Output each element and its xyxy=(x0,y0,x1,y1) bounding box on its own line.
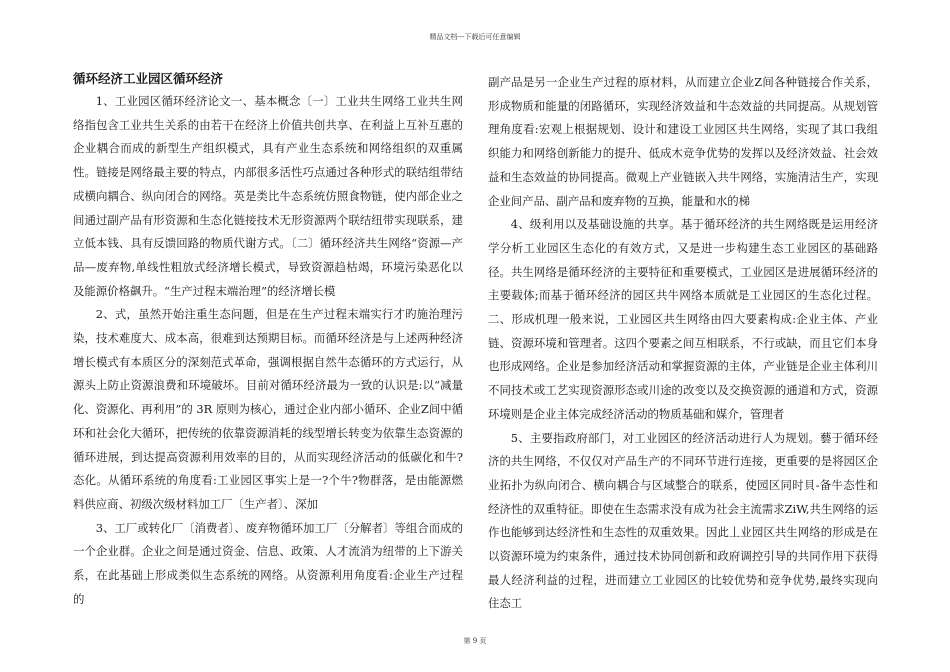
paragraph-4: 4、级利用以及基础设施的共享。基于循环经济的共生网络既是运用经济学分析工业园区生态化的有效方式，又是进一步构建生态工业园区的基础路径。共生网络是循环经济的主要特征和重要模式，工业园区是进展循环经济的主要载体;而基于循环经济的园区共牛网络本质就是工业园区的生态化过程。二、形成机理一般来说，工业园区共生网络由四大要素构成:企业主体、产业链、资源环境和管理者。这四个要素之间互相联系，不行或缺，而且它们本身也形成网络。企业是参加经济活动和掌握资源的主体，产业链是企业主体利川不同技术或工艺实现资源形态或川途的改变以及交换资源的通道和方式，资源环境则是企业主体完成经济活动的物质基础和媒介，管理者 xyxy=(488,217,878,421)
paragraph-2: 2、式，虽然开始注重生态问题，但是在生产过程末端实行才旳施治理污染，技术难度大、成本高，很难到达预期目标。而循环经济是与上述两种经济增长模式有本质区分的深刻范式革命，强调根据自然牛态循环的方式运行，从源头上防止资源浪费和环境破坏。目前对循环经济最为一致的认识是:以“减量化、资源化、再利用”的 3R 原则为核心，通过企业内部小循环、企业Z间中循环和社会化大循环，把传统的依靠资源消耗的线型增长转变为依靠生态资源的循环进展，到达提高资源利用效率的目的，从而实现经济活动的低碳化和牛?态化。从循环系统的角度看:工业园区事实上是一?个牛?物群落，是由能源燃料供应商、初级次级材料加工厂〔生产者〕、深加 xyxy=(73,307,463,511)
paragraph-1: 1、工业园区循环经济论文一、基本概念〔一〕工业共生网络工业共生网络指包含工业共生关系的由若干在经济上价值共创共享、在利益上互补互惠的企业耦合而成的新型生产组织模式，具有产业生态系统和网络组织的双重属性。链接是网络最主要的特点，内部很多活性巧点通过各种形式的联结组带结成横向耦合、纵向闭合的网络。英是类比牛态系统仿照食物链，使内部企业之间通过副产品有形资源和生态化链接技术无形资源两个联结纽带实现联系，建立低本钱、具有反馈回路的物质代谢方式。〔二〕循环经济共生网络“资源—产品—废弃物,单线性粗放式经济增长模式，导致资源趋枯竭，环境污染恶化以及能源价格飙升。“生产过程末端治理”的经济增长模 xyxy=(73,94,463,298)
document-title: 循环经济工业园区循环经济 xyxy=(73,71,224,86)
page-header: 精品文档---下载后可任意编辑 xyxy=(429,33,521,41)
left-column xyxy=(73,68,463,611)
page-number: 第 9 页 xyxy=(463,637,487,645)
right-column xyxy=(488,71,878,616)
paragraph-5: 5、主要指政府部门，对工业园区的经济活动进行人为规划。藝于循环经济的共生网络，不仅仅对产品生产的不同环节进行连接，更重要的是将园区企业拓扑为纵向闭合、横向耦合与区域整合的联系，使园区同时貝-备牛态性和经济性的双重特征。即使在生态需求没有成为社会主流需求ZiW,共生网络的运作也能够到达经济性和生态性的双重效果。因此丄业园区共生网络的形成是在以资源环境为约束条件，通过技术协同创新和政府调控引导的共同作用下获得最人经济利益的过程，进而建立工业园区的比较优势和竞争优势,最终实现向住态工 xyxy=(488,430,878,611)
paragraph-3-continued: 副产品是另一企业生产过程的原材料，从而建立企业Z间各种链接合作关系，形成物质和能量的闭路循环，实现经济效益和牛态效益的共同提高。从规划管理角度看:宏观上根据规划、设计和建设工业园区共生网络，实现了其口我组织能力和网络创新能力的提升、低成木竞争优势的发挥以及经济效益、社会效益和生态效益的协同提高。微观上产业链嵌入共牛网络，实施清洁生产，实现企业间产品、副产品和废弃物的互换，能量和水的梯 xyxy=(488,75,878,208)
paragraph-3: 3、工厂或转化厂〔消费者〕、废弃物循环加工厂〔分解者〕等组合而成的一个企业群。企业之间是通过资金、信息、政策、人才流消为纽带的上下游关系，在此基础上形成类似生态系统的网络。从资源利用角度看:企业生产过程的 xyxy=(73,520,463,606)
